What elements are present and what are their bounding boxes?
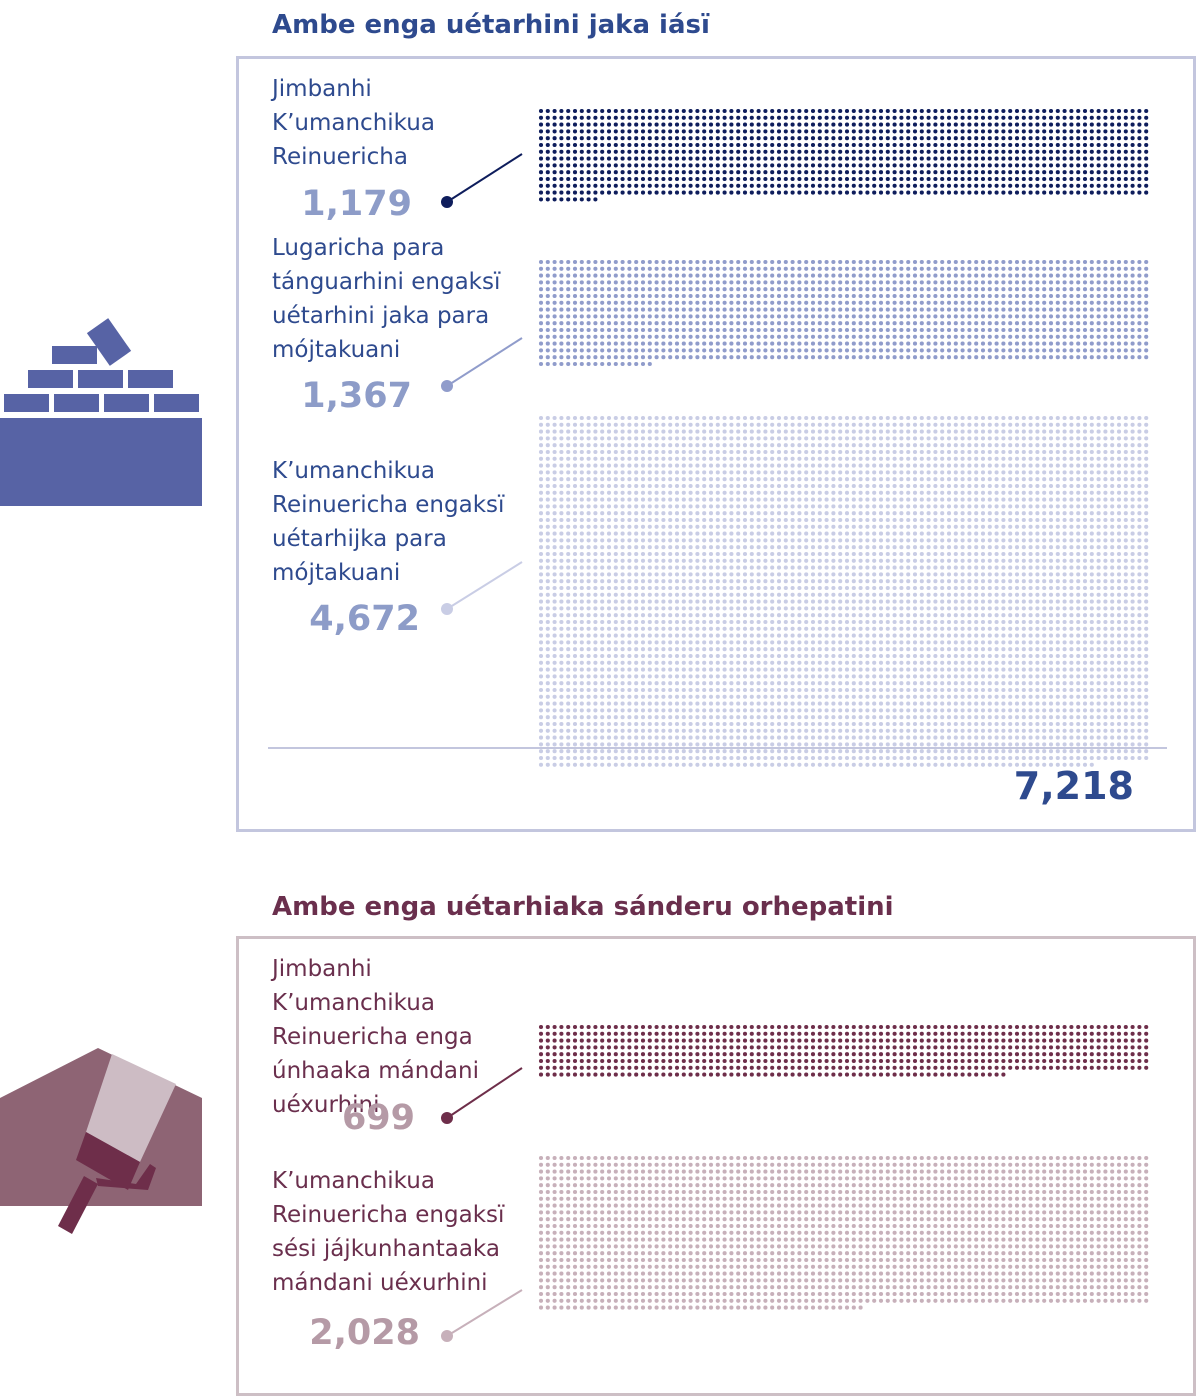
bar-dots	[539, 1156, 1148, 1310]
value-label: 2,028	[309, 1313, 420, 1353]
total-value: 7,218	[1013, 764, 1134, 808]
category-label: K’umanchikua Reinuericha engaksï sési jájkunhantaaka mándani uéxurhini	[272, 1168, 505, 1296]
value-label: 1,367	[301, 376, 412, 416]
value-label: 4,672	[309, 599, 420, 639]
bar-dots	[539, 416, 1148, 767]
leader-dot	[441, 196, 453, 208]
category-label: Jimbanhi K’umanchikua Reinuericha enga únhaaka mándani uéxurhini	[272, 956, 479, 1118]
value-label: 1,179	[301, 184, 412, 224]
total-rule	[268, 747, 1167, 749]
category-label: Lugaricha para tánguarhini engaksï uétarhini jaka para mójtakuani	[272, 235, 501, 363]
category-label: K’umanchikua Reinuericha engaksï uétarhijka para mójtakuani	[272, 458, 505, 586]
chart-title-bricks: Ambe enga uétarhini jaka iásï	[272, 10, 710, 40]
bar-dots	[539, 109, 1148, 202]
category-label: Jimbanhi K’umanchikua Reinuericha	[272, 76, 435, 170]
value-label: 699	[341, 1098, 415, 1138]
chart-title-paint: Ambe enga uétarhiaka sánderu orhepatini	[272, 892, 894, 922]
leader-dot	[441, 603, 453, 615]
leader-dot	[441, 1330, 453, 1342]
leader-dot	[441, 380, 453, 392]
bar-dots	[539, 1025, 1148, 1077]
bar-dots	[539, 260, 1148, 366]
